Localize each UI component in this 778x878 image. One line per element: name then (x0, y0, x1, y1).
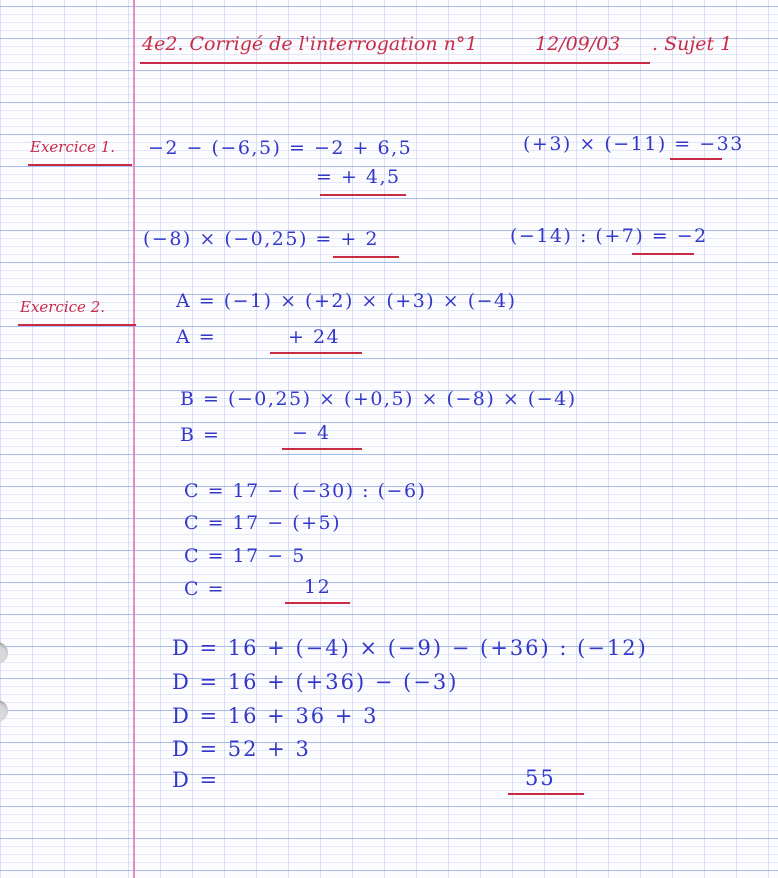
expr-d-line-2: D = 16 + (+36) − (−3) (172, 670, 459, 694)
expr-d-line-3: D = 16 + 36 + 3 (172, 704, 379, 728)
exercise-2-underline (18, 324, 136, 326)
expr-c-line-3: C = 17 − 5 (184, 545, 306, 567)
expr-c-line-4: C = (184, 578, 225, 600)
expr-d-line-4: D = 52 + 3 (172, 737, 311, 761)
ex1-line-2: = + 4,5 (316, 166, 401, 188)
exercise-2-label: Exercice 2. (20, 298, 106, 316)
exercise-1-label: Exercice 1. (30, 138, 116, 156)
expr-d-result: 55 (525, 766, 556, 790)
page-title: 4e2. Corrigé de l'interrogation n°1 (142, 33, 478, 55)
expr-c-line-2: C = 17 − (+5) (184, 512, 342, 534)
expr-d-line-5: D = (172, 768, 220, 792)
page-date: 12/09/03 (535, 33, 621, 55)
ex1-answer-underline (333, 256, 399, 258)
expr-b-result: − 4 (292, 422, 331, 444)
expr-b-underline (282, 448, 362, 450)
binder-hole (0, 700, 8, 722)
expr-a-underline (270, 352, 362, 354)
ex1-line-4: (−8) × (−0,25) = + 2 (143, 228, 379, 250)
binder-hole (0, 642, 8, 664)
ex1-line-3: (+3) × (−11) = −33 (523, 133, 744, 155)
expr-d-line-1: D = 16 + (−4) × (−9) − (+36) : (−12) (172, 636, 648, 660)
expr-a-result: + 24 (288, 326, 341, 348)
expr-d-underline (508, 793, 584, 795)
page-subject: . Sujet 1 (652, 33, 733, 55)
expr-c-result: 12 (304, 576, 332, 598)
expr-a-line-2: A = (176, 326, 217, 348)
ex1-line-5: (−14) : (+7) = −2 (510, 225, 708, 247)
ex1-answer-underline (670, 158, 722, 160)
expr-b-line-2: B = (180, 424, 221, 446)
expr-c-line-1: C = 17 − (−30) : (−6) (184, 480, 427, 502)
expr-b-line-1: B = (−0,25) × (+0,5) × (−8) × (−4) (180, 388, 577, 410)
expr-a-line-1: A = (−1) × (+2) × (+3) × (−4) (176, 290, 517, 312)
expr-c-underline (285, 602, 350, 604)
ex1-answer-underline (632, 253, 694, 255)
ex1-line-1: −2 − (−6,5) = −2 + 6,5 (148, 137, 413, 159)
title-underline (140, 62, 650, 64)
margin-line (133, 0, 135, 878)
exercise-1-underline (28, 164, 132, 166)
ex1-answer-underline (320, 194, 406, 196)
